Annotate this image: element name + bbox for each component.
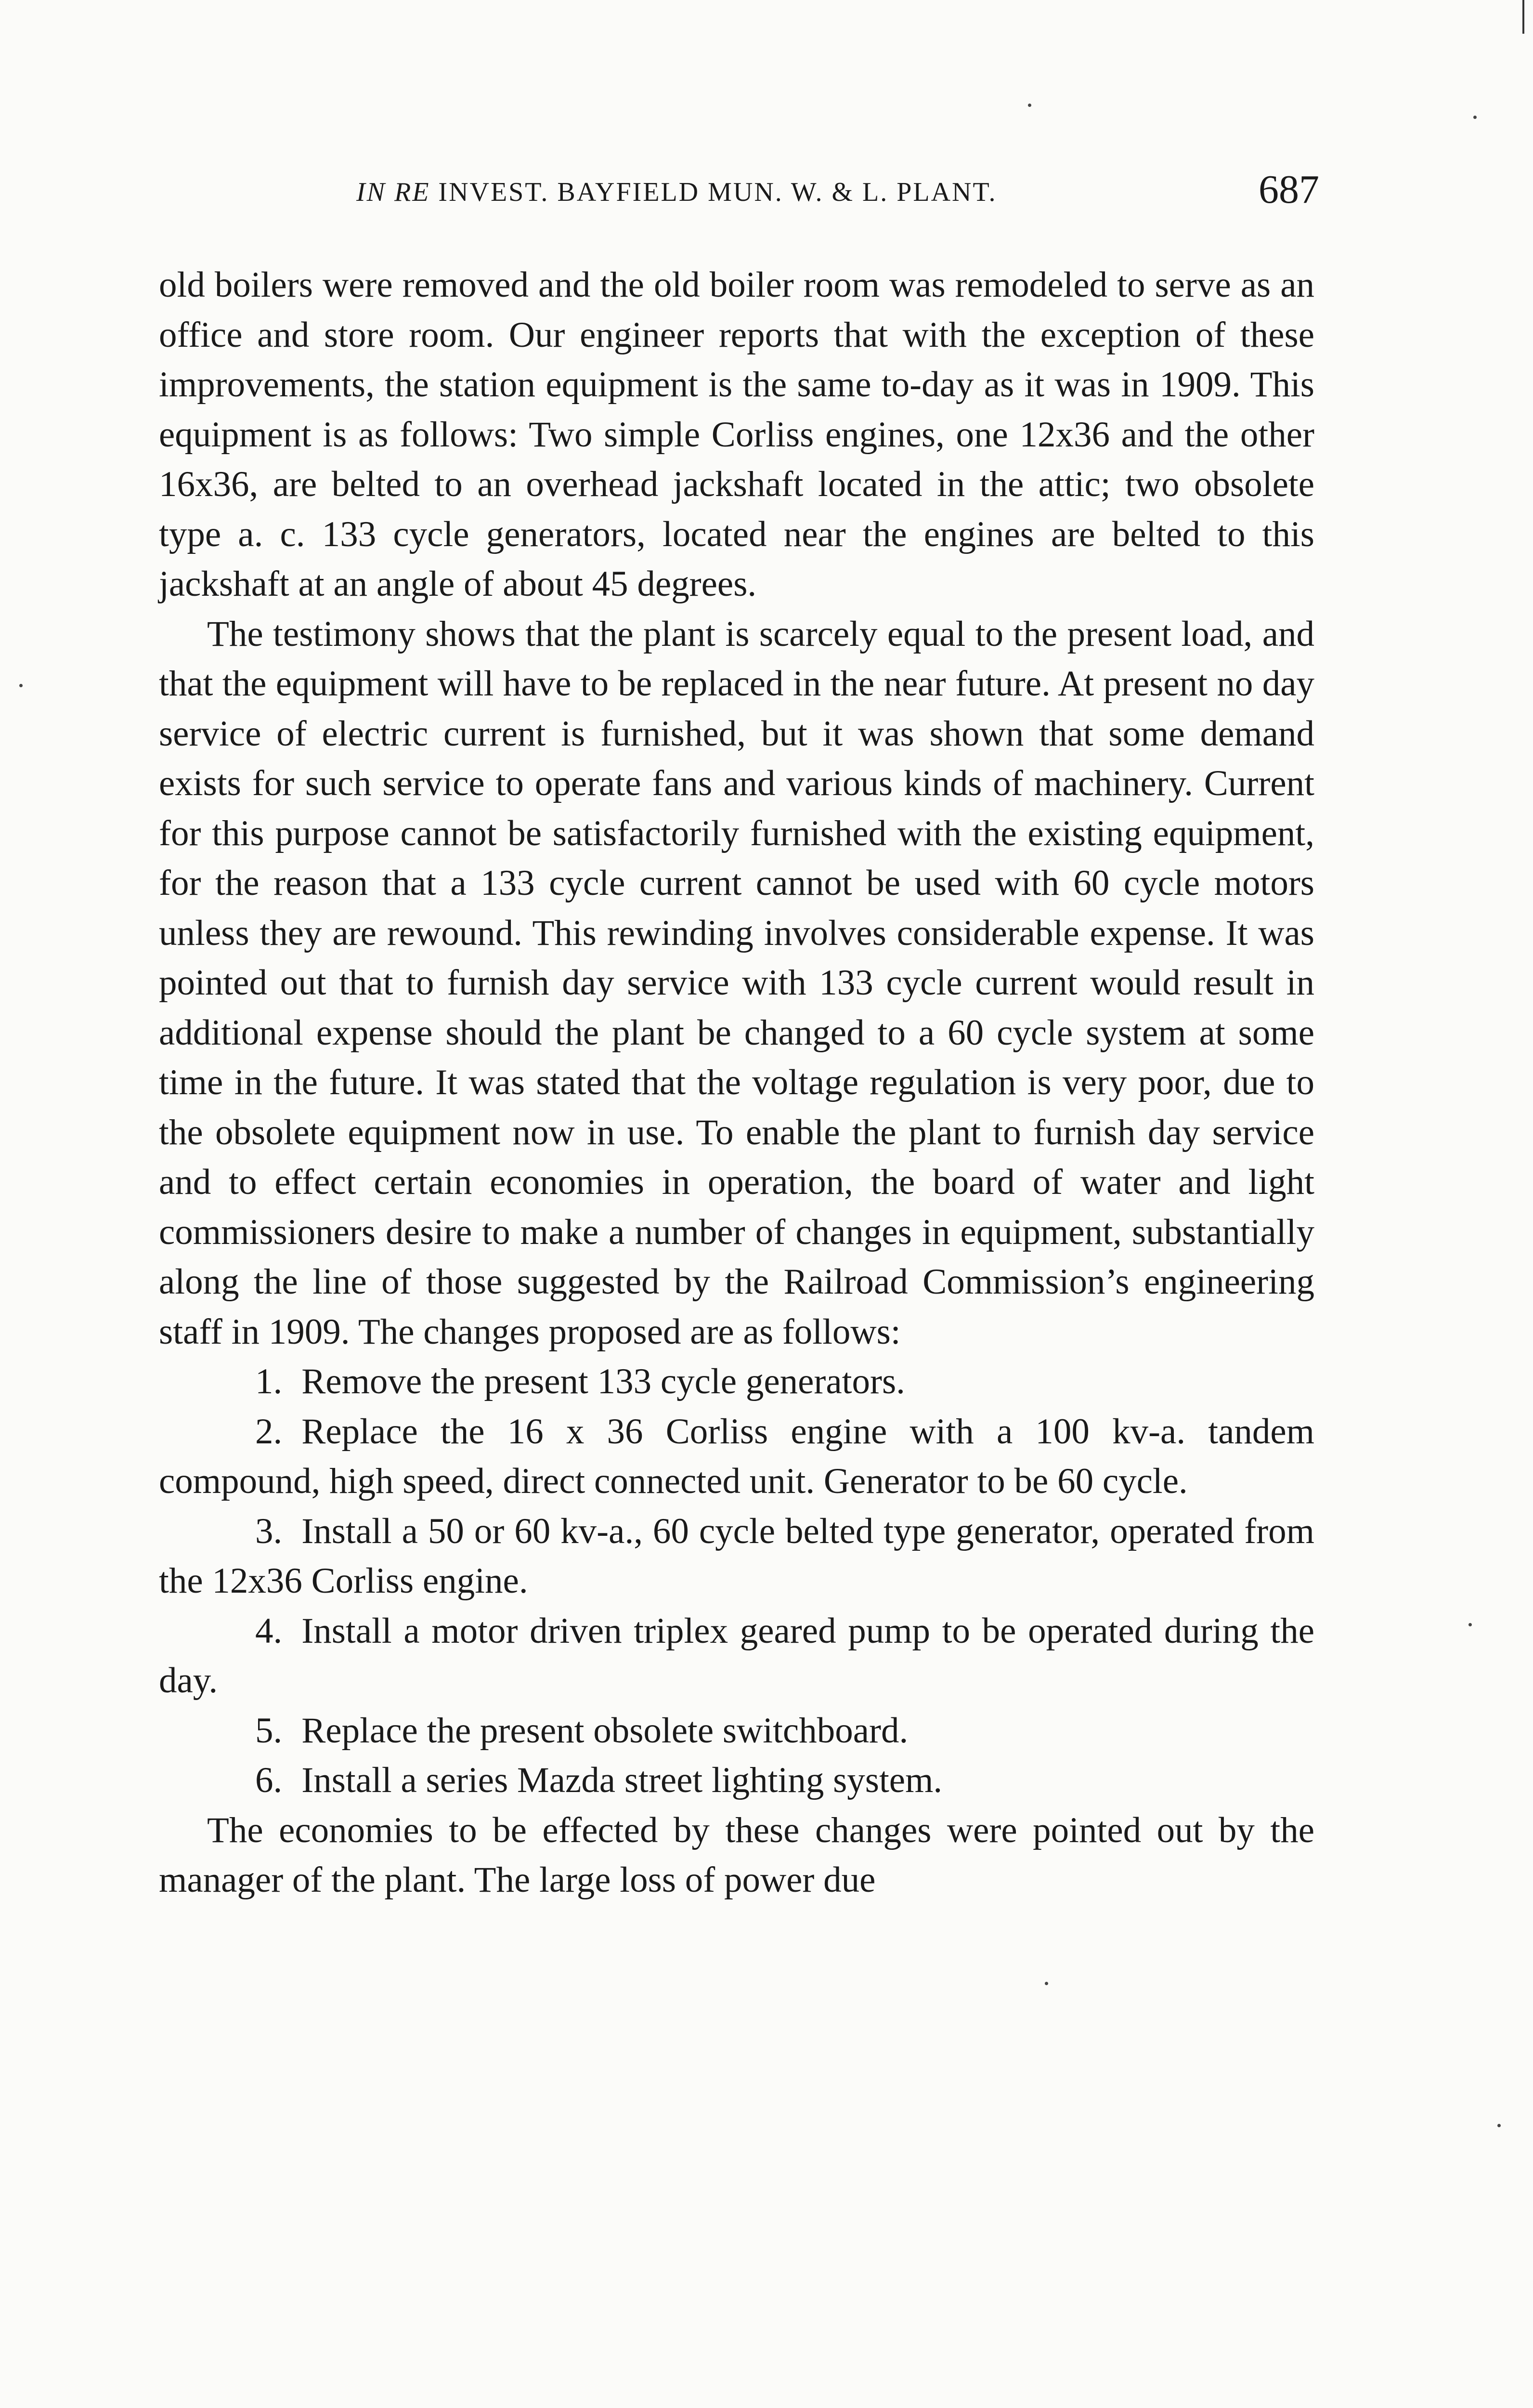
scan-speck (1497, 2124, 1501, 2127)
list-item-text: Remove the present 133 cycle generators. (301, 1361, 905, 1401)
list-item-number: 6. (255, 1760, 283, 1800)
list-item-change-4 (159, 1606, 1314, 1706)
scan-speck (1468, 1623, 1472, 1626)
page-number: 687 (1259, 167, 1319, 212)
scan-speck (1045, 1982, 1048, 1985)
paragraph-continuation: old boilers were removed and the old boiler room was remodeled to serve as an office and store room. Our engineer reports that with the exception of these improvements, the station equipment is the same to-day as it was in 1909. This equipment is as follows: Two simple Corliss engines, one 12x36 and the other 16x36, are belted to an overhead jackshaft located in the attic; two obsolete type a. c. 133 cycle generators, located near the engines are belted to this jackshaft at an angle of about 45 degrees. (159, 265, 1314, 604)
list-item-text: Replace the 16 x 36 Corliss engine with a 100 kv-a. tandem compound, high speed, direct connected unit. Generator to be 60 cycle. (159, 1411, 1314, 1501)
list-item-number: 4. (255, 1610, 283, 1651)
list-item-text: Install a series Mazda street lighting system. (301, 1760, 943, 1800)
running-head (164, 166, 1319, 224)
scan-edge-mark (1522, 0, 1524, 34)
body-text (159, 260, 1314, 1905)
list-item-change-3 (159, 1506, 1314, 1606)
list-item-number: 5. (255, 1710, 283, 1751)
running-title-rest: INVEST. BAYFIELD MUN. W. & L. PLANT. (430, 177, 997, 207)
running-title (356, 177, 997, 208)
scan-speck (19, 684, 23, 687)
list-item-change-1 (159, 1357, 1314, 1407)
paragraph-testimony: The testimony shows that the plant is scarcely equal to the present load, and that the equipment will have to be replaced in the near future. At present no day service of electric current is furnished, but it was shown that some demand exists for such service to operate fans and various kinds of machinery. Current for this purpose cannot be satisfactorily furnished with the existing equipment, for the reason that a 133 cycle current cannot be used with 60 cycle motors unless they are rewound. This rewinding involves considerable expense. It was pointed out that to furnish day service with 133 cycle current would result in additional expense should the plant be changed to a 60 cycle system at some time in the future. It was stated that the voltage regulation is very poor, due to the obsolete equipment now in use. To enable the plant to furnish day service and to effect certain economies in operation, the board of water and light commissioners desire to make a number of changes in equipment, substantially along the line of those suggested by the Railroad Commission’s engineering staff in 1909. The changes proposed are as follows: (159, 614, 1314, 1352)
list-item-text: Install a motor driven triplex geared pump to be operated during the day. (159, 1610, 1314, 1701)
list-item-number: 3. (255, 1511, 283, 1551)
list-item-text: Replace the present obsolete switchboard. (301, 1710, 909, 1751)
list-item-number: 1. (255, 1361, 283, 1401)
scan-speck (1028, 104, 1031, 107)
running-title-italic: IN RE (356, 177, 430, 207)
list-item-text: Install a 50 or 60 kv-a., 60 cycle belted type generator, operated from the 12x36 Corliss engine. (159, 1511, 1314, 1601)
list-item-change-5 (159, 1706, 1314, 1756)
list-item-change-6 (159, 1755, 1314, 1806)
list-item-change-2 (159, 1407, 1314, 1506)
paragraph-economies: The economies to be effected by these changes were pointed out by the manager of the plant. The large loss of power due (159, 1810, 1314, 1900)
scan-speck (1473, 116, 1477, 119)
list-item-number: 2. (255, 1411, 283, 1452)
